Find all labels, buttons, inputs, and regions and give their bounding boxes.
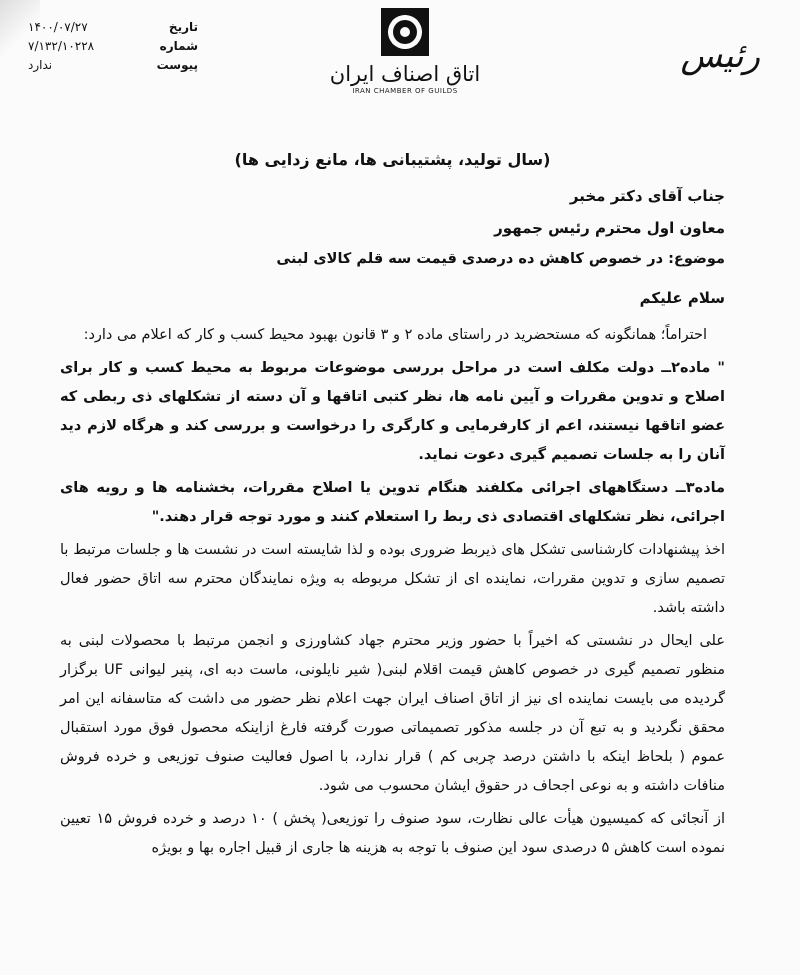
org-logo bbox=[320, 6, 490, 106]
letter-body bbox=[60, 140, 725, 867]
paragraph-intro: احتراماً؛ همانگونه که مستحضرید در راستای ماده ۲ و ۳ قانون بهبود محیط کسب و کار که اعلام می دارد: bbox=[83, 327, 707, 343]
attachment-row bbox=[28, 56, 198, 75]
addressee-name: جناب آقای دکتر مخبر bbox=[569, 187, 725, 205]
attachment-label: پیوست bbox=[156, 58, 198, 72]
number-value: ۷/۱۳۲/۱۰۲۲۸ bbox=[28, 39, 95, 53]
paragraph-recommendation: اخذ پیشنهادات کارشناسی تشکل های ذیربط ضروری بوده و لذا شایسته است در نشست ها و جلسات مرتبط با تصمیم سازی و تدوین مقررات، نماینده ای از تشکل مربوطه به ویژه نمایندگان محترم سه اتاق حضور فعال داشته باشد. bbox=[60, 542, 725, 616]
paragraph-commission: از آنجائی که کمیسیون هیأت عالی نظارت، سود صنوف را توزیعی( پخش ) ۱۰ درصد و خرده فروش ۱۵ تعیین نموده است کاهش ۵ درصدی سود این صنوف با توجه به هزینه ها جاری از قبیل اجاره بها و بویژه bbox=[60, 811, 725, 856]
date-label: تاریخ bbox=[168, 20, 198, 34]
paragraph-article-2: " ماده۲ــ دولت مکلف است در مراحل بررسی موضوعات مربوط به محیط کسب و کار برای اصلاح و تدوین مقررات و آیین نامه ها، نظر کتبی اتاقها و آن دسته از تشکلهای ذی ربطی که عضو اتاقها نیستند، اعم از کارفرمایی و کارگری را درخواست و بررسی کند و هرگاه لازم دید آنان را به جلسات تصمیم گیری دعوت نماید. bbox=[60, 360, 725, 463]
year-motto: (سال تولید، پشتیبانی ها، مانع زدایی ها) bbox=[234, 150, 551, 169]
number-row bbox=[28, 37, 198, 56]
date-value: ۱۴۰۰/۰۷/۲۷ bbox=[28, 20, 88, 34]
signature-title: رئیس bbox=[680, 36, 760, 76]
org-name-fa: اتاق اصناف ایران bbox=[329, 62, 481, 86]
attachment-value: ندارد bbox=[28, 58, 53, 72]
letter-subject: موضوع: در خصوص کاهش ده درصدی قیمت سه قلم کالای لبنی bbox=[276, 251, 725, 267]
paragraph-meeting: علی ایحال در نشستی که اخیراً با حضور وزیر محترم جهاد کشاورزی و انجمن مرتبط با محصولات لبنی به منظور تصمیم گیری در خصوص کاهش قیمت اقلام لبنی( شیر نایلونی، ماست دبه ای، پنیر لیوانی UF برگزار گردیده می بایست نماینده ای نیز از اتاق اصناف ایران جهت اعلام نظر حضور می داشت که متاسفانه این امر محقق نگردید و به تبع آن در جلسه مذکور تصمیماتی صورت گرفته فارغ ازاینکه محصول فوق مورد استقبال عموم ( بلحاظ اینکه با داشتن درصد چربی کم ) قرار ندارد، با اصول فعالیت صنوف توزیعی و خرده فروش منافات داشته و به نوعی اجحاف در حقوق ایشان محسوب می شود. bbox=[60, 633, 725, 794]
org-name-en: IRAN CHAMBER OF GUILDS bbox=[352, 87, 458, 95]
number-label: شماره bbox=[159, 39, 198, 53]
paragraph-article-3: ماده۳ــ دستگاههای اجرائی مکلفند هنگام تدوین یا اصلاح مقررات، بخشنامه ها و رویه های اجرائی، نظر تشکلهای اقتصادی ذی ربط را استعلام کنند و مورد توجه قرار دهند." bbox=[60, 480, 725, 525]
greeting: سلام علیکم bbox=[639, 289, 725, 307]
letter-meta bbox=[28, 18, 198, 75]
addressee-title: معاون اول محترم رئیس جمهور bbox=[494, 219, 725, 237]
date-row bbox=[28, 18, 198, 37]
gear-logo-icon bbox=[375, 6, 435, 60]
